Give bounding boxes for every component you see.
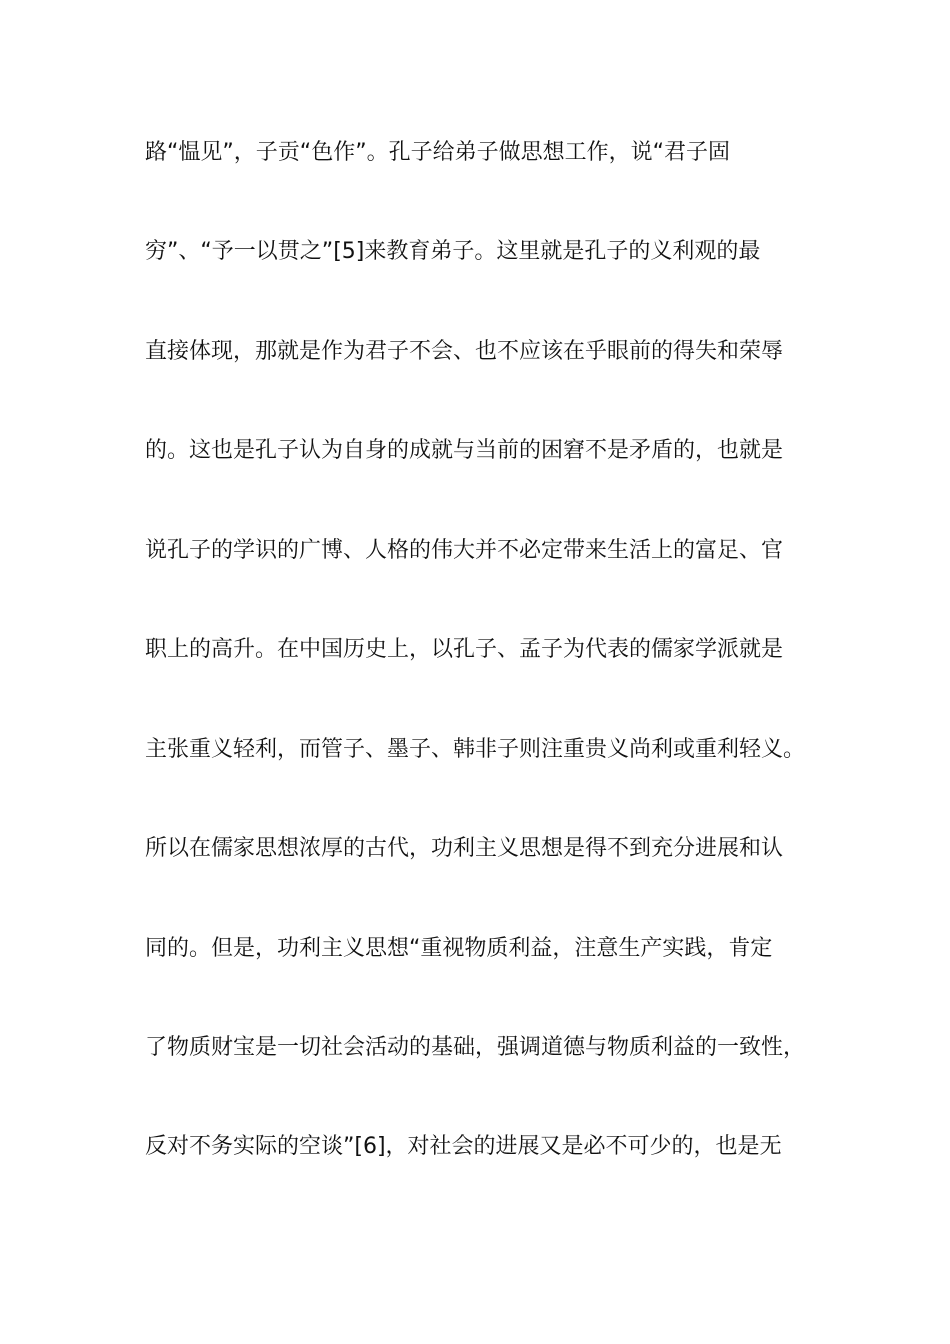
text-line: 直接体现，那就是作为君子不会、也不应该在乎眼前的得失和荣辱 bbox=[145, 339, 784, 364]
text-line: 所以在儒家思想浓厚的古代，功利主义思想是得不到充分进展和认 bbox=[145, 836, 784, 861]
text-line: 反对不务实际的空谈”[6]，对社会的进展又是必不可少的，也是无 bbox=[145, 1134, 782, 1159]
text-line: 的。这也是孔子认为自身的成就与当前的困窘不是矛盾的，也就是 bbox=[145, 438, 784, 463]
text-line: 说孔子的学识的广博、人格的伟大并不必定带来生活上的富足、官 bbox=[145, 538, 784, 563]
text-line: 路“愠见”，子贡“色作”。孔子给弟子做思想工作，说“君子固 bbox=[145, 140, 730, 165]
text-line: 穷”、“予一以贯之”[5]来教育弟子。这里就是孔子的义利观的最 bbox=[145, 239, 761, 264]
text-line: 同的。但是，功利主义思想“重视物质利益，注意生产实践，肯定 bbox=[145, 936, 773, 961]
text-line: 了物质财宝是一切社会活动的基础，强调道德与物质利益的一致性， bbox=[145, 1035, 806, 1060]
text-line: 主张重义轻利，而管子、墨子、韩非子则注重贵义尚利或重利轻义。 bbox=[145, 737, 806, 762]
text-line: 职上的高升。在中国历史上，以孔子、孟子为代表的儒家学派就是 bbox=[145, 637, 784, 662]
